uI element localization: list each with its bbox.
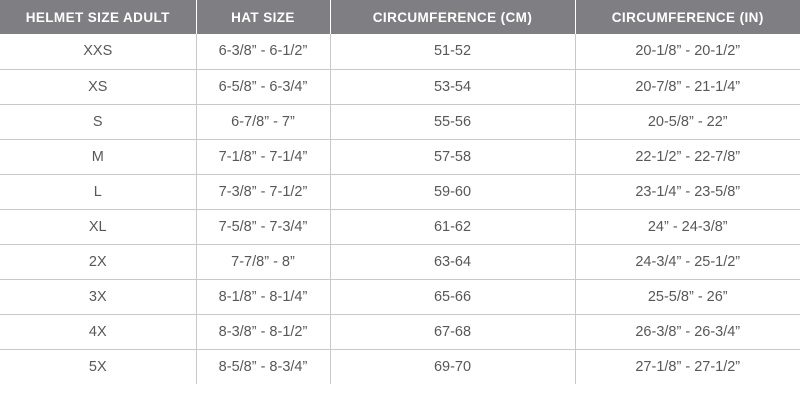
cell-circumference-cm: 63-64 [330,244,575,279]
cell-circumference-in: 25-5/8” - 26” [575,279,800,314]
cell-hat-size: 7-7/8” - 8” [196,244,330,279]
cell-helmet-size: M [0,139,196,174]
cell-hat-size: 8-5/8” - 8-3/4” [196,349,330,384]
cell-circumference-cm: 67-68 [330,314,575,349]
cell-circumference-cm: 65-66 [330,279,575,314]
cell-circumference-cm: 53-54 [330,69,575,104]
cell-helmet-size: 4X [0,314,196,349]
cell-helmet-size: L [0,174,196,209]
cell-helmet-size: 5X [0,349,196,384]
cell-circumference-cm: 59-60 [330,174,575,209]
cell-hat-size: 7-5/8” - 7-3/4” [196,209,330,244]
cell-helmet-size: XXS [0,34,196,69]
table-row [0,349,800,384]
cell-circumference-in: 24-3/4” - 25-1/2” [575,244,800,279]
column-header-hat-size: HAT SIZE [196,0,330,34]
table-row [0,314,800,349]
table-row [0,279,800,314]
cell-circumference-cm: 57-58 [330,139,575,174]
cell-circumference-in: 26-3/8” - 26-3/4” [575,314,800,349]
cell-helmet-size: XS [0,69,196,104]
table-row [0,174,800,209]
cell-hat-size: 8-3/8” - 8-1/2” [196,314,330,349]
cell-hat-size: 6-7/8” - 7” [196,104,330,139]
table-row [0,34,800,69]
table-row [0,139,800,174]
cell-circumference-in: 24” - 24-3/8” [575,209,800,244]
column-header-helmet-size-adult: HELMET SIZE ADULT [0,0,196,34]
table-row [0,104,800,139]
cell-helmet-size: 3X [0,279,196,314]
cell-circumference-cm: 69-70 [330,349,575,384]
cell-helmet-size: 2X [0,244,196,279]
cell-circumference-in: 20-5/8” - 22” [575,104,800,139]
table-header-row [0,0,800,34]
cell-circumference-in: 23-1/4” - 23-5/8” [575,174,800,209]
cell-helmet-size: XL [0,209,196,244]
cell-circumference-cm: 55-56 [330,104,575,139]
cell-circumference-cm: 61-62 [330,209,575,244]
cell-hat-size: 6-3/8” - 6-1/2” [196,34,330,69]
cell-circumference-cm: 51-52 [330,34,575,69]
cell-circumference-in: 22-1/2” - 22-7/8” [575,139,800,174]
table-row [0,69,800,104]
cell-circumference-in: 27-1/8” - 27-1/2” [575,349,800,384]
table-row [0,209,800,244]
table-header [0,0,800,34]
cell-hat-size: 8-1/8” - 8-1/4” [196,279,330,314]
column-header-circumference-cm: CIRCUMFERENCE (CM) [330,0,575,34]
cell-circumference-in: 20-1/8” - 20-1/2” [575,34,800,69]
cell-hat-size: 6-5/8” - 6-3/4” [196,69,330,104]
cell-hat-size: 7-1/8” - 7-1/4” [196,139,330,174]
cell-hat-size: 7-3/8” - 7-1/2” [196,174,330,209]
table-body [0,34,800,384]
cell-circumference-in: 20-7/8” - 21-1/4” [575,69,800,104]
cell-helmet-size: S [0,104,196,139]
column-header-circumference-in: CIRCUMFERENCE (IN) [575,0,800,34]
table-row [0,244,800,279]
